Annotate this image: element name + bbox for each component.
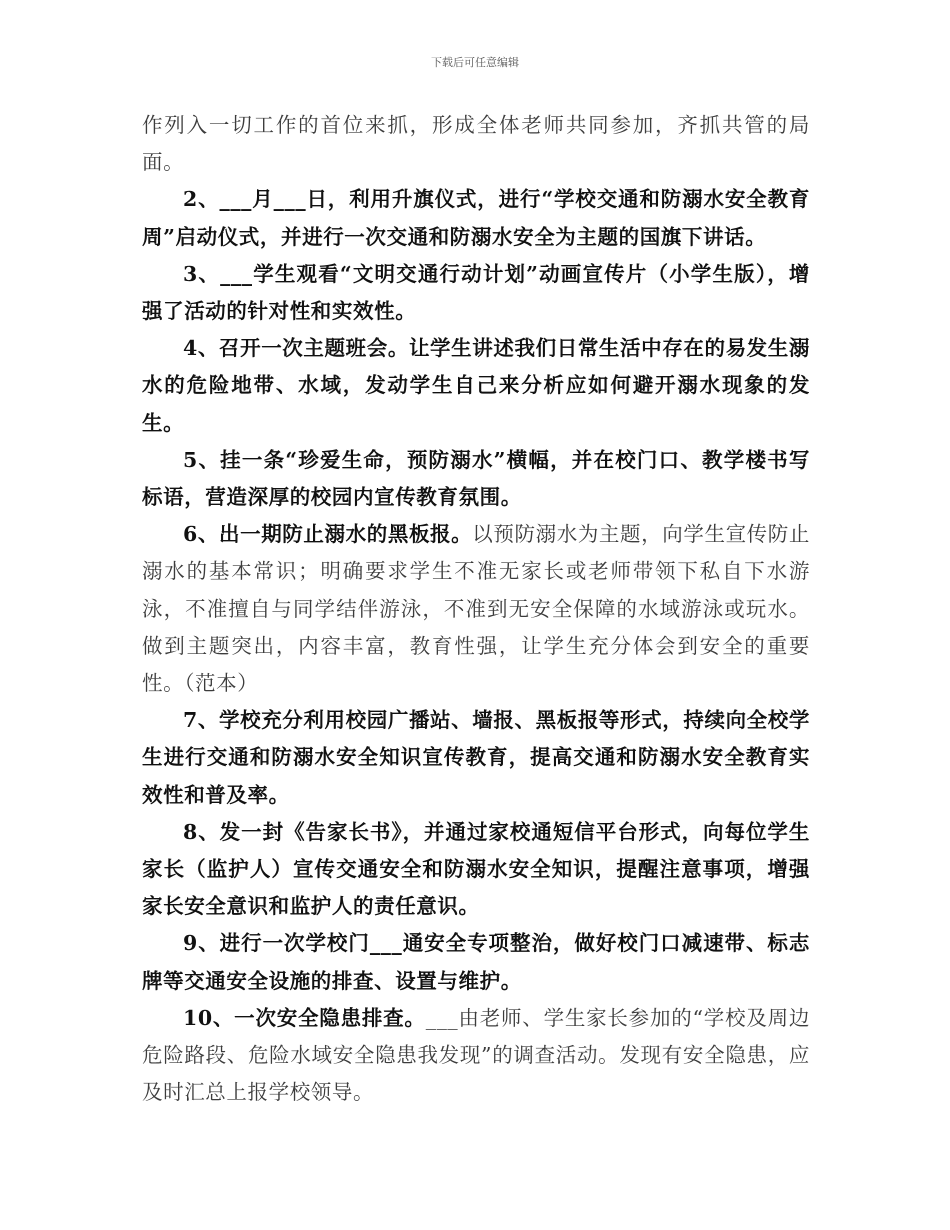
paragraph <box>142 1000 810 1112</box>
bold-text-segment: 4、召开一次主题班会。让学生讲述我们日常生活中存在的易发生溺水的危险地带、水域，发动学生自己来分析应如何避开溺水现象的发生。 <box>142 336 810 435</box>
bold-text-segment: 6、出一期防止溺水的黑板报。 <box>183 522 473 547</box>
paragraph <box>142 107 810 181</box>
paragraph <box>142 925 810 999</box>
paragraph <box>142 181 810 255</box>
bold-text-segment: 3、___学生观看“文明交通行动计划”动画宣传片（小学生版），增强了活动的针对性和实效性。 <box>142 261 810 324</box>
bold-text-segment: 9、进行一次学校门___通安全专项整治，做好校门口减速带、标志牌等交通安全设施的排查、设置与维护。 <box>142 931 810 993</box>
paragraph <box>142 516 810 702</box>
paragraph <box>142 256 810 330</box>
paragraph <box>142 330 810 442</box>
document-body <box>142 107 810 1111</box>
text-segment: ___由老师、学生家长参加的“学校及周边危险路段、危险水域安全隐患我发现”的调查活动。发现有安全隐患，应及时汇总上报学校领导。 <box>142 1005 811 1105</box>
bold-text-segment: 10、一次安全隐患排查。 <box>183 1005 426 1030</box>
bold-text-segment: 2、___月___日，利用升旗仪式，进行“学校交通和防溺水安全教育周”启动仪式，并进行一次交通和防溺水安全为主题的国旗下讲话。 <box>142 187 810 249</box>
page-header: 下载后可任意编辑 <box>431 56 519 69</box>
text-segment: 作列入一切工作的首位来抓，形成全体老师共同参加，齐抓共管的局面。 <box>142 113 810 175</box>
bold-text-segment: 5、挂一条“珍爱生命，预防溺水”横幅，并在校门口、教学楼书写标语，营造深厚的校园内宣传教育氛围。 <box>142 447 810 510</box>
bold-text-segment: 8、发一封《告家长书》，并通过家校通短信平台形式，向每位学生家长（监护人）宣传交通安全和防溺水安全知识，提醒注意事项，增强家长安全意识和监护人的责任意识。 <box>142 819 810 919</box>
paragraph <box>142 702 810 814</box>
text-segment: 以预防溺水为主题，向学生宣传防止溺水的基本常识；明确要求学生不准无家长或老师带领下私自下水游泳，不准擅自与同学结伴游泳，不准到无安全保障的水域游泳或玩水。做到主题突出，内容丰富，教育性强，让学生充分体会到安全的重要性。（范本） <box>142 522 810 696</box>
paragraph <box>142 814 810 926</box>
bold-text-segment: 7、学校充分利用校园广播站、墙报、黑板报等形式，持续向全校学生进行交通和防溺水安全知识宣传教育，提高交通和防溺水安全教育实效性和普及率。 <box>142 708 810 807</box>
paragraph <box>142 442 810 516</box>
